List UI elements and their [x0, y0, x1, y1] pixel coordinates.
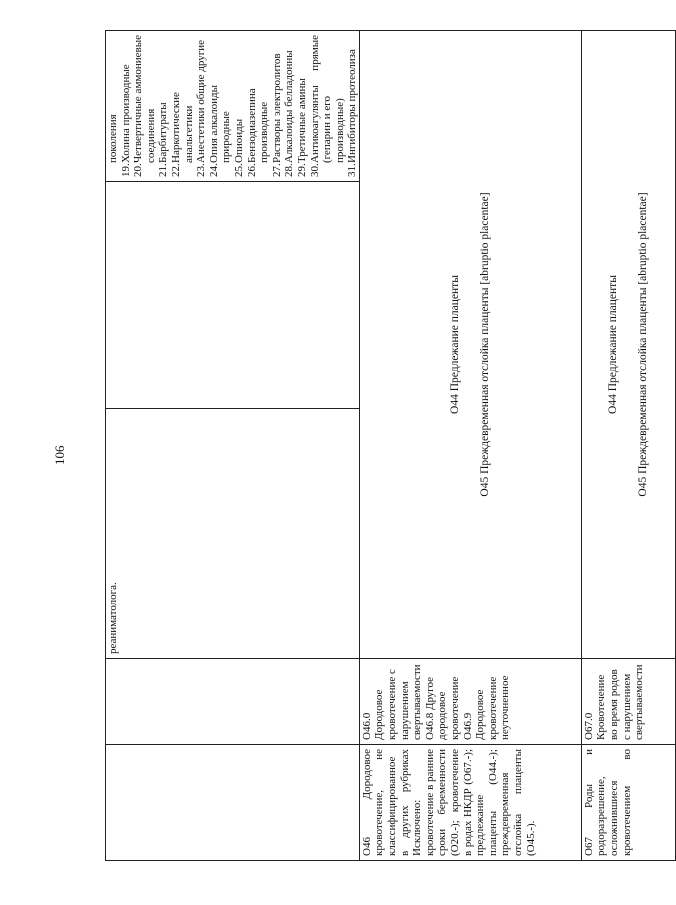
list-item-text: поколения — [107, 114, 119, 163]
table-cell: реаниматолога. — [106, 409, 360, 659]
list-item-text: Анестетики общие другие — [195, 39, 208, 163]
list-item-text: Опиоиды — [232, 118, 245, 163]
list-item — [208, 35, 233, 177]
merged-diagnosis-cell — [581, 31, 675, 659]
diagnosis-cell: О46 Дородовое кровотечение, не классифицированное в других рубриках Исключено: кровотечение в ранние сроки беременности (О20.-); кровотечение в родах НКДР (О67.-); предлежание плаценты (О44.-); преждевременная отслойка плаценты (О45.-). — [359, 745, 581, 861]
list-item-number: 21. — [157, 163, 170, 177]
list-item-text: Четвертичные аммониевые — [132, 35, 145, 163]
list-item-number: 19. — [119, 163, 132, 177]
list-item-text: Наркотические анальгетики — [169, 92, 195, 163]
page-number: 106 — [52, 445, 67, 465]
drug-list — [107, 35, 359, 177]
list-item-number: 24. — [207, 163, 220, 177]
list-item-number: 27. — [270, 163, 283, 177]
subcode-cell: О67.0 Кровотечение во время родов с нарушением свертываемости — [581, 659, 675, 745]
list-item-number: 23. — [195, 163, 208, 177]
merged-diagnosis-cell — [359, 31, 581, 659]
list-item-text: Барбитураты — [157, 102, 170, 163]
list-item — [233, 35, 246, 177]
list-item — [246, 35, 259, 177]
list-item — [283, 35, 296, 177]
merged-line: О45 Преждевременная отслойка плаценты [abruptio placentae] — [637, 192, 650, 497]
table-cell — [106, 182, 360, 409]
drug-list-cell — [106, 31, 360, 182]
table-row — [359, 31, 581, 861]
merged-line: О44 Предлежание плаценты — [449, 275, 462, 414]
list-item — [321, 35, 346, 177]
list-item-text: Третичные амины — [295, 78, 308, 163]
clinical-table — [105, 30, 676, 861]
list-item-number: 20. — [132, 163, 145, 177]
list-item — [296, 35, 309, 177]
list-item-number — [321, 163, 346, 177]
list-item-number — [145, 163, 158, 177]
list-item-number: 30. — [308, 163, 321, 177]
list-item-text: (гепарин и его производные) — [321, 96, 346, 163]
table-row — [106, 31, 360, 861]
list-item — [258, 35, 271, 177]
table-cell — [106, 745, 360, 861]
subcode-cell: О46.0 Дородовое кровотечение с нарушением свертываемости О46.8 Другое дородовое кровотечение О46.9 Дородовое кровотечение неуточненное — [359, 659, 581, 745]
list-item-number: 29. — [295, 163, 308, 177]
list-item — [132, 35, 145, 177]
list-item-text: Ингибиторы протеолиза — [346, 49, 359, 163]
list-item — [107, 35, 120, 177]
table-row — [581, 31, 675, 861]
table-cell — [106, 659, 360, 745]
list-item — [271, 35, 284, 177]
list-item-number: 22. — [169, 163, 182, 177]
list-item-number: 28. — [283, 163, 296, 177]
list-item — [195, 35, 208, 177]
list-item — [157, 35, 170, 177]
list-item-text: Опия алкалоиды природные — [207, 84, 233, 163]
list-item-number — [258, 163, 271, 177]
diagnosis-cell: О67 Роды и родоразрешение, осложнившиеся кровотечением во — [581, 745, 675, 861]
list-item-text: соединения — [144, 108, 157, 163]
list-item-number: 31. — [346, 163, 359, 177]
merged-line: О45 Преждевременная отслойка плаценты [abruptio placentae] — [479, 192, 492, 497]
list-item — [120, 35, 133, 177]
list-item-text: Растворы электролитов — [270, 53, 283, 163]
merged-line: О44 Предлежание плаценты — [607, 275, 620, 414]
list-item-number: 26. — [245, 163, 258, 177]
list-item — [346, 35, 359, 177]
list-item-number — [107, 163, 120, 177]
list-item-text: производные — [258, 101, 271, 163]
list-item-text: Алкалоиды белладонны — [283, 50, 296, 163]
list-item — [170, 35, 195, 177]
list-item-text: Антикоагулянты прямые — [308, 35, 321, 163]
list-item-text: Бензодиазепина — [245, 88, 258, 163]
list-item — [309, 35, 322, 177]
list-item-text: Холина производные — [119, 64, 132, 163]
list-item-number: 25. — [232, 163, 245, 177]
list-item — [145, 35, 158, 177]
